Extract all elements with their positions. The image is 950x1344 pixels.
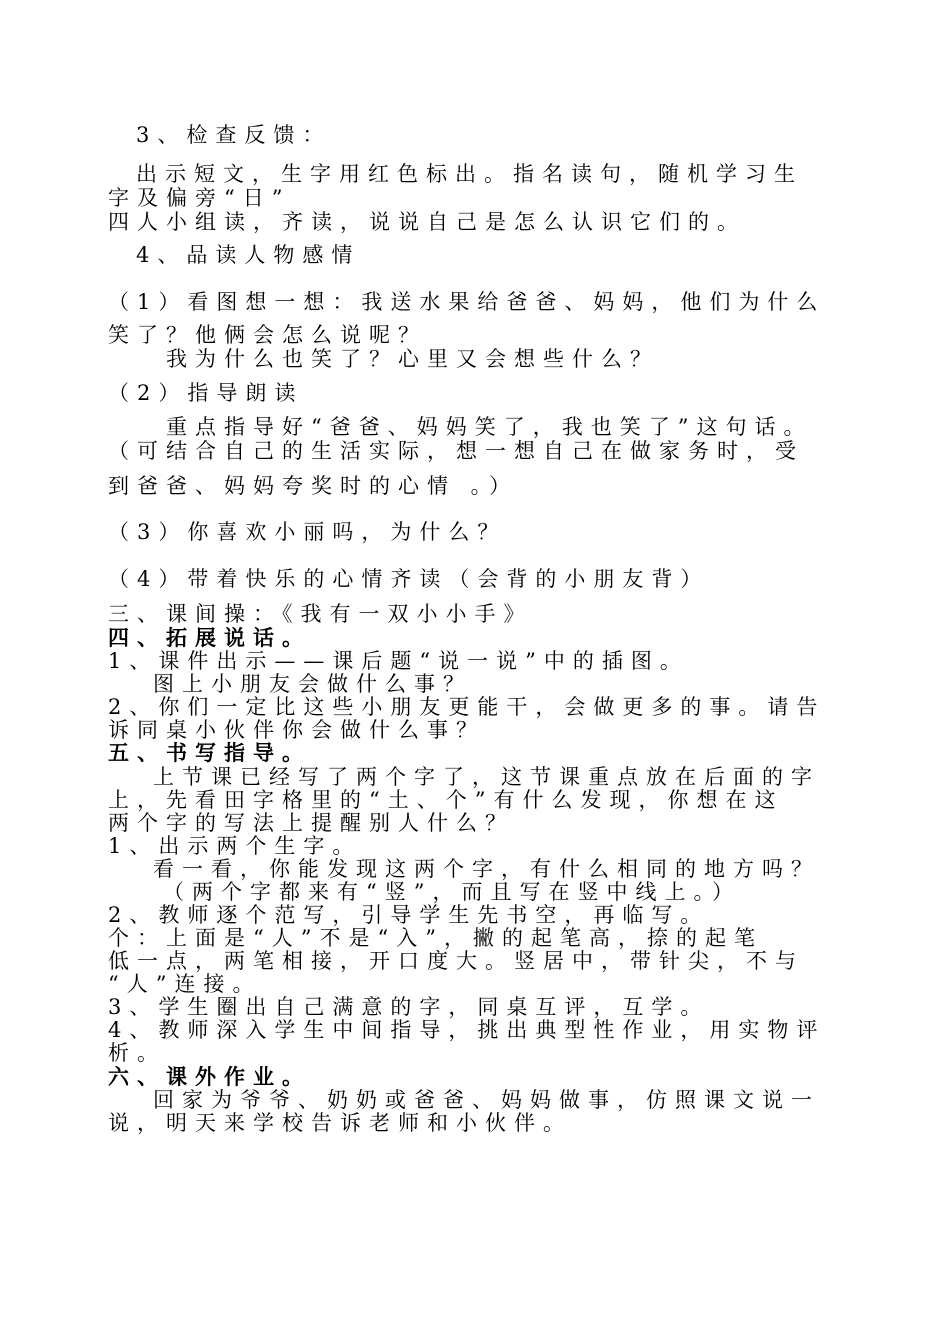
paragraph-line: （2）指导朗读	[108, 381, 304, 405]
paragraph-line: 笑了？他俩会怎么说呢？	[108, 323, 427, 347]
paragraph-line: 诉同桌小伙伴你会做什么事？	[108, 718, 485, 742]
paragraph-line: 上节课已经写了两个字了，这节课重点放在后面的字	[153, 765, 820, 789]
paragraph-line: 两个字的写法上提醒别人什么？	[108, 811, 514, 835]
paragraph-line: 说，明天来学校告诉老师和小伙伴。	[108, 1111, 572, 1135]
paragraph-line: 四人小组读，齐读，说说自己是怎么认识它们的。	[108, 210, 746, 234]
paragraph-line: 上，先看田字格里的“土、个”有什么发现，你想在这	[108, 788, 784, 812]
section-heading-character-emotion: 4、品读人物感情	[136, 243, 361, 267]
section-heading-homework: 六、课外作业。	[108, 1065, 311, 1089]
paragraph-line: 看一看，你能发现这两个字，有什么相同的地方吗？	[153, 857, 820, 881]
paragraph-line: 2、教师逐个范写，引导学生先书空，再临写。	[108, 903, 710, 927]
paragraph-line: 低一点，两笔相接，开口度大。竖居中，带针尖，不与	[108, 949, 804, 973]
paragraph-line: 2、你们一定比这些小朋友更能干，会做更多的事。请告	[108, 695, 826, 719]
paragraph-line: 重点指导好“爸爸、妈妈笑了，我也笑了”这句话。	[166, 415, 813, 439]
paragraph-line: “人”连接。	[108, 972, 262, 996]
paragraph-line: （两个字都来有“竖”，而且写在竖中线上。）	[163, 880, 741, 904]
paragraph-line: 到爸爸、妈妈夸奖时的心情 。）	[108, 474, 519, 498]
paragraph-line: （4）带着快乐的心情齐读（会背的小朋友背）	[108, 567, 710, 591]
paragraph-line: （可结合自己的生活实际，想一想自己在做家务时，受	[108, 439, 804, 463]
paragraph-line: 析。	[108, 1041, 166, 1065]
section-heading-writing-guidance: 五、书写指导。	[108, 741, 311, 765]
paragraph-line: （3）你喜欢小丽吗，为什么？	[108, 520, 507, 544]
paragraph-line: 出示短文，生字用红色标出。指名读句，随机学习生	[136, 162, 803, 186]
paragraph-line: 1、出示两个生字。	[108, 834, 362, 858]
section-heading-extended-speaking: 四、拓展说话。	[108, 626, 311, 650]
paragraph-line: 图上小朋友会做什么事？	[153, 672, 472, 696]
paragraph-line: 回家为爷爷、奶奶或爸爸、妈妈做事，仿照课文说一	[153, 1088, 820, 1112]
paragraph-line: 我为什么也笑了？心里又会想些什么？	[166, 347, 659, 371]
paragraph-line: 3、学生圈出自己满意的字，同桌互评，互学。	[108, 995, 710, 1019]
paragraph-line: 1、课件出示——课后题“说一说”中的插图。	[108, 649, 689, 673]
paragraph-line: 字及偏旁“日”	[108, 186, 291, 210]
paragraph-line: 4、教师深入学生中间指导，挑出典型性作业，用实物评	[108, 1018, 826, 1042]
section-heading-check-feedback: 3、检查反馈：	[136, 123, 332, 147]
paragraph-line: 个：上面是“人”不是“入”，撇的起笔高，捺的起笔	[108, 926, 763, 950]
paragraph-line: （1）看图想一想：我送水果给爸爸、妈妈，他们为什么	[108, 290, 826, 314]
section-heading-recess-exercise: 三、课间操：《我有一双小小手》	[108, 602, 533, 626]
